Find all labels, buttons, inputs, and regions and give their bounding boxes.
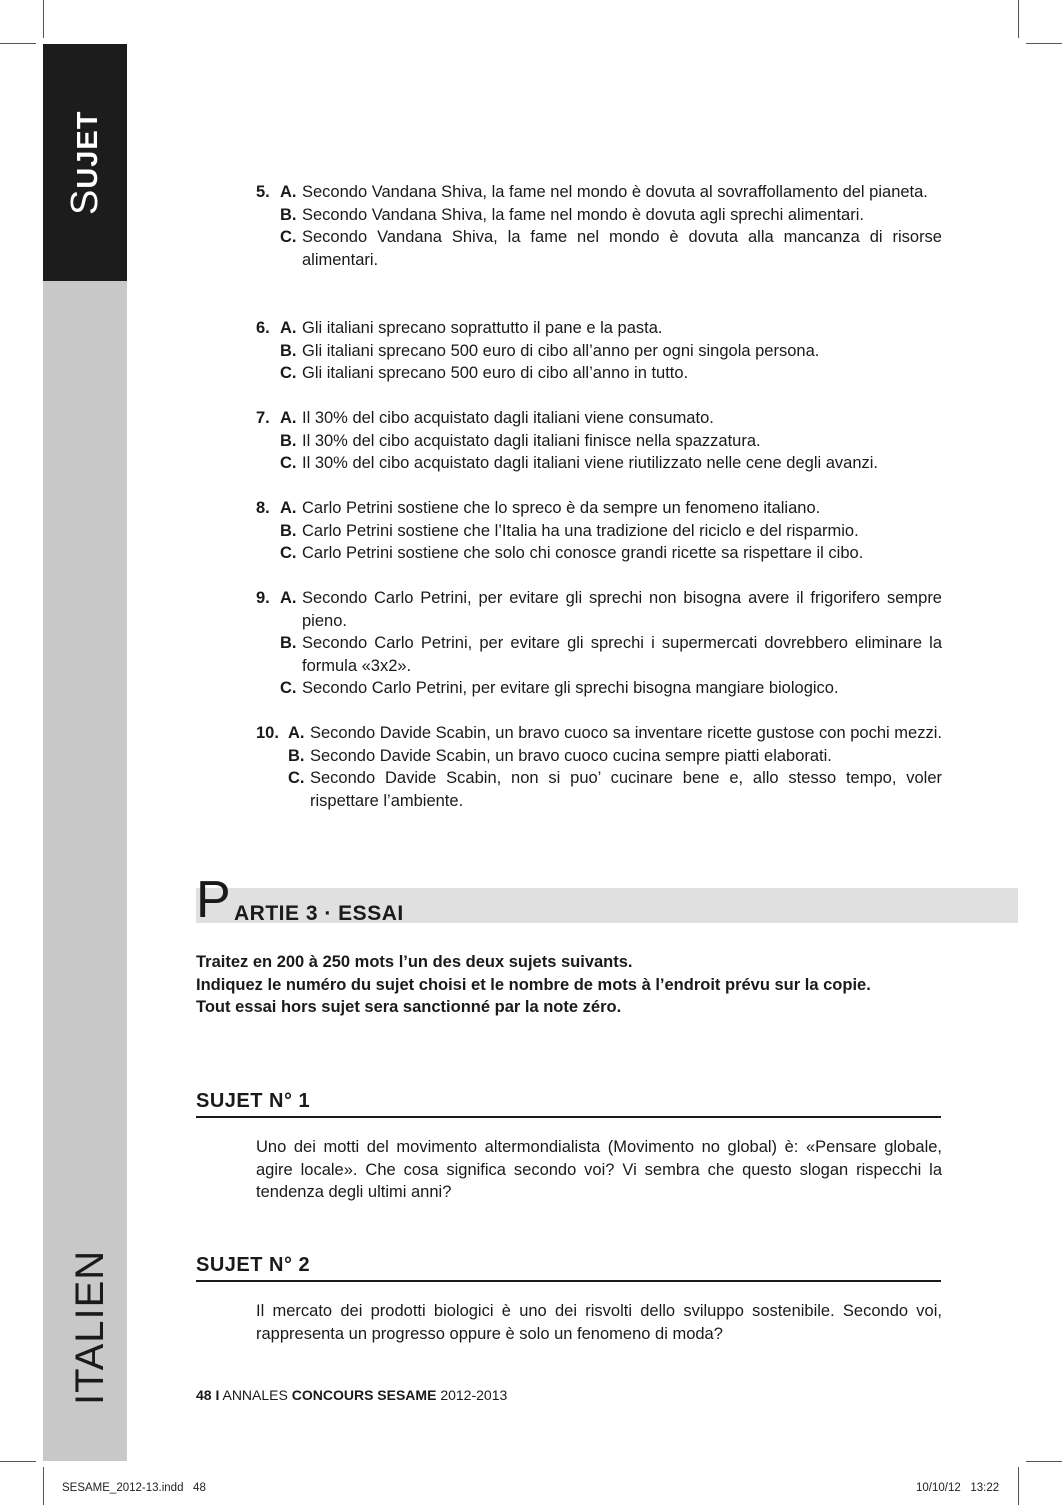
crop-mark bbox=[0, 1461, 36, 1462]
footer-separator: I bbox=[215, 1387, 220, 1403]
crop-mark bbox=[1026, 43, 1062, 44]
crop-mark bbox=[0, 43, 36, 44]
section-title: ARTIE 3 · ESSAI bbox=[234, 902, 404, 925]
page-number: 48 bbox=[196, 1387, 212, 1403]
section-title-initial: P bbox=[196, 871, 231, 929]
page-footer bbox=[196, 1387, 507, 1403]
question-5: 5. A. Secondo Vandana Shiva, la fame nel mondo è dovuta al sovraffollamento del pianeta. B. Secondo Vandana Shiva, la fame nel mondo è dovuta agli sprechi alimentari. C. Secondo Vandana Shiva, la fame nel mondo è dovuta alla mancanza di risorse alimentari. bbox=[256, 183, 942, 269]
instruction-line: Traitez en 200 à 250 mots l’un des deux sujets suivants. bbox=[196, 953, 633, 971]
crop-mark bbox=[1026, 1461, 1062, 1462]
instruction-line: Indiquez le numéro du sujet choisi et le nombre de mots à l’endroit prévu sur la copie. bbox=[196, 975, 871, 994]
footer-concours: CONCOURS SESAME bbox=[291, 1387, 437, 1403]
crop-mark bbox=[1018, 1467, 1019, 1505]
slug-datetime: 10/10/12 13:22 bbox=[916, 1482, 1000, 1494]
crop-mark bbox=[43, 0, 44, 38]
sujet-1-title: SUJET N° 1 bbox=[196, 1089, 941, 1118]
question-10: 10. A. Secondo Davide Scabin, un bravo cuoco sa inventare ricette gustose con pochi mezzi. B. Secondo Davide Scabin, un bravo cuoco cucina sempre piatti elaborati. C. Secondo Davide Scabin, non si puo’ cucinare bene e, allo stesso tempo, voler rispettare l’ambiente. bbox=[256, 724, 942, 810]
question-8: 8. A. Carlo Petrini sostiene che lo spreco è da sempre un fenomeno italiano. B. Carlo Petrini sostiene che l’Italia ha una tradizione del riciclo e del risparmio. C. Carlo Petrini sostiene che solo chi conosce grandi ricette sa rispettare il cibo. bbox=[256, 499, 864, 562]
crop-mark bbox=[1018, 0, 1019, 38]
side-label-sujet: SUJET bbox=[64, 110, 106, 215]
side-label-italien: ITALIEN bbox=[68, 1249, 112, 1405]
question-6: 6. A. Gli italiani sprecano soprattutto il pane e la pasta. B. Gli italiani sprecano 500 euro di cibo all’anno per ogni singola persona. C. Gli italiani sprecano 500 euro di cibo all’anno in tutto. bbox=[256, 319, 820, 382]
question-9: 9. A. Secondo Carlo Petrini, per evitare gli sprechi non bisogna avere il frigorifero sempre pieno. B. Secondo Carlo Petrini, per evitare gli sprechi i supermercati dovrebbero eliminare la formula «3x2». C. Secondo Carlo Petrini, per evitare gli sprechi bisogna mangiare biologico. bbox=[256, 589, 942, 697]
sujet-1-text: Uno dei motti del movimento altermondialista (Movimento no global) è: «Pensare globale, agire locale». Che cosa significa secondo voi? Vi sembra che questo slogan rispecchi la tendenza degli ultimi anni? bbox=[256, 1138, 942, 1201]
question-7: 7. A. Il 30% del cibo acquistato dagli italiani viene consumato. B. Il 30% del cibo acquistato dagli italiani finisce nella spazzatura. C. Il 30% del cibo acquistato dagli italiani viene riutilizzato nelle cene degli avanzi. bbox=[256, 409, 879, 472]
instruction-line: Tout essai hors sujet sera sanctionné par la note zéro. bbox=[196, 998, 622, 1016]
sujet-2-text: Il mercato dei prodotti biologici è uno dei risvolti dello sviluppo sostenibile. Secondo voi, rappresenta un progresso oppure è solo un fenomeno di moda? bbox=[256, 1302, 942, 1343]
footer-year: 2012-2013 bbox=[440, 1387, 508, 1403]
sujet-2-title: SUJET N° 2 bbox=[196, 1253, 941, 1282]
slug-filename: SESAME_2012-13.indd 48 bbox=[62, 1482, 206, 1494]
essay-instructions bbox=[196, 951, 941, 1019]
crop-mark bbox=[43, 1467, 44, 1505]
footer-annales: ANNALES bbox=[222, 1387, 288, 1403]
